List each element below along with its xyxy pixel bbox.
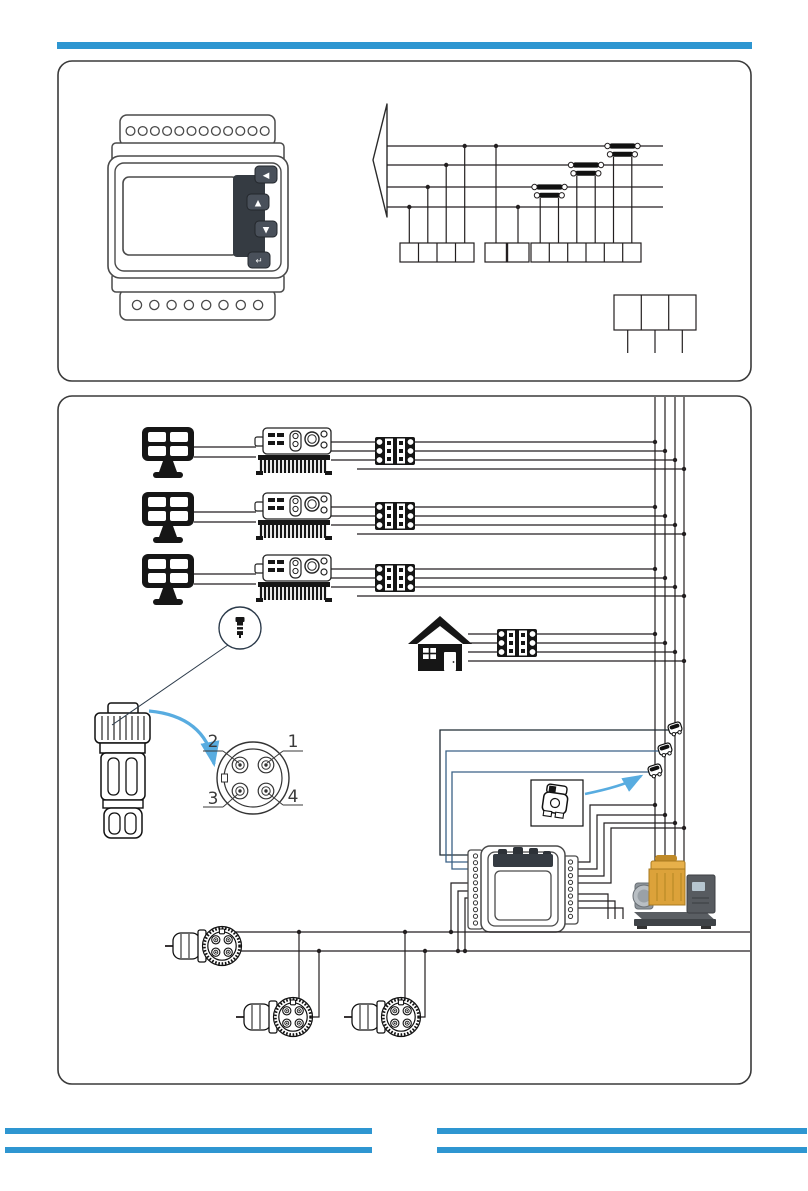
load-terminal-block — [497, 629, 537, 657]
ac-terminal-block — [375, 564, 415, 592]
figure-meter-wiring — [57, 60, 752, 382]
pin-label-3: 3 — [207, 789, 219, 809]
pin-label-1: 1 — [287, 732, 299, 752]
keyway-notch — [222, 774, 228, 782]
energy-meter-system — [468, 846, 578, 932]
meter-left-button — [255, 166, 277, 183]
energy-meter-front — [108, 115, 288, 320]
footer-accent-bar — [437, 1147, 807, 1153]
terminal-block-b — [485, 243, 529, 262]
meter-down-button — [255, 221, 277, 237]
meter-button-panel — [233, 175, 265, 257]
pin-label-2: 2 — [207, 732, 219, 752]
terminal-block-a — [400, 243, 474, 262]
left-button-glyph: ◀ — [262, 171, 270, 181]
header-accent-bar — [57, 42, 752, 49]
meter-left-terminal-strip — [473, 854, 477, 925]
footer-accent-bar — [5, 1128, 372, 1134]
ac-terminal-block — [375, 437, 415, 465]
ct-detail-box — [531, 780, 583, 826]
meter-up-button — [247, 194, 269, 210]
down-button-glyph: ▼ — [262, 225, 270, 236]
enter-button-glyph: ↵ — [255, 256, 263, 267]
figure-system-diagram — [57, 395, 752, 1085]
footer-accent-bar — [437, 1128, 807, 1134]
aviation-connector — [95, 703, 150, 838]
ac-terminal-block — [375, 502, 415, 530]
meter-lcd-screen — [123, 177, 238, 255]
meter-right-terminal-strip — [568, 860, 572, 919]
footer-accent-bar — [5, 1147, 372, 1153]
terminal-block-c — [531, 243, 641, 262]
pin-label-4: 4 — [287, 787, 299, 807]
up-button-glyph: ▲ — [254, 198, 262, 209]
connector-pinout — [203, 732, 303, 814]
meter-lcd-screen — [495, 871, 551, 920]
meter-enter-button — [248, 252, 270, 268]
